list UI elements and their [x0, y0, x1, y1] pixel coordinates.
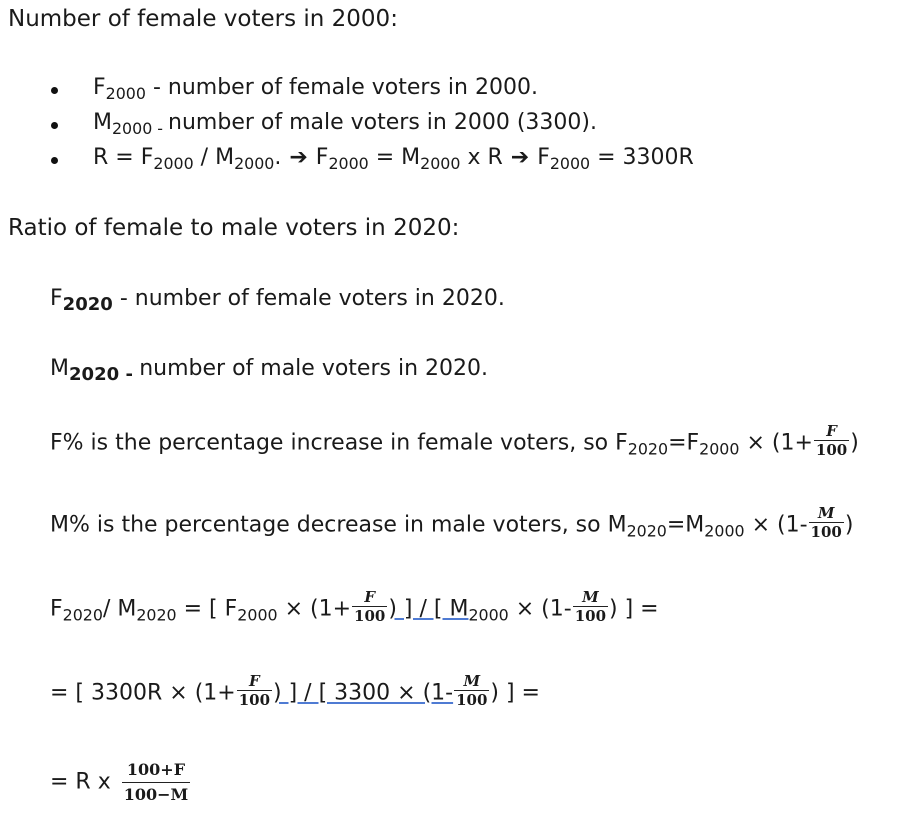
formula-text: × (1+ — [739, 430, 813, 456]
list-item — [93, 108, 597, 138]
fraction-denominator: 100 — [815, 441, 848, 459]
fraction-numerator: M — [817, 504, 835, 522]
var-f: F — [93, 75, 106, 100]
equation-part: F — [537, 145, 550, 170]
fraction — [122, 758, 191, 807]
equation-part: × (1+ — [277, 596, 352, 622]
ratio-equation-3 — [50, 758, 191, 807]
formula-text: =F — [668, 430, 700, 456]
equation-part: F — [315, 145, 329, 170]
subscript: 2000 — [549, 154, 591, 174]
female-increase-formula — [50, 422, 859, 459]
subscript: 2020 — [62, 605, 103, 625]
var-m: M — [50, 356, 69, 381]
var-f: F — [50, 286, 63, 311]
fraction-numerator: 100+F — [126, 760, 186, 779]
subscript: 2000 — [468, 605, 509, 625]
formula-text: × (1- — [744, 512, 808, 538]
list-item — [93, 73, 538, 103]
bullet-dot — [51, 122, 58, 129]
subscript: 2020 — [627, 439, 669, 459]
ratio-equation-2 — [50, 672, 540, 709]
dash: - — [145, 75, 168, 100]
equation-part: = [ F — [176, 596, 238, 622]
fraction-numerator: M — [582, 588, 599, 606]
formula-text: ) — [844, 512, 854, 538]
arrow-right-icon: ➔ — [289, 145, 308, 170]
equation-part: F — [50, 596, 63, 622]
period: . — [274, 145, 282, 170]
heading-text: Number of female voters in 2000: — [8, 6, 398, 32]
equation-part: / M — [102, 596, 137, 622]
definition-text: number of male voters in 2020. — [139, 356, 488, 381]
fraction-denominator: 100−M — [122, 782, 191, 807]
fraction-denominator: 100 — [574, 607, 607, 625]
subscript: 2020 — [136, 605, 177, 625]
subscript: 2020 — [62, 294, 113, 316]
definition-m2020 — [50, 354, 488, 384]
male-decrease-formula — [50, 504, 854, 541]
heading-female-voters-2000 — [8, 4, 398, 34]
formula-text: M% is the percentage decrease in male voters, so M — [50, 512, 627, 538]
fraction-denominator: 100 — [810, 523, 842, 541]
list-item — [93, 143, 694, 173]
ratio-definition: R = F — [93, 145, 154, 170]
fraction — [809, 504, 844, 541]
equation-part: = M — [368, 145, 421, 170]
subscript: 2000 — [328, 154, 369, 174]
formula-text: F% is the percentage increase in female voters, so F — [50, 430, 628, 456]
fraction — [352, 588, 387, 625]
fraction — [573, 588, 608, 625]
equation-part: ) ] / [ 3300 × (1- — [273, 680, 454, 706]
subscript: 2000 - — [111, 119, 169, 139]
equation-part: = [ 3300R × (1+ — [50, 680, 236, 706]
equation-part: × (1- — [508, 596, 572, 622]
definition-f2020 — [50, 284, 505, 314]
subscript: 2020 - — [68, 364, 140, 386]
formula-text: =M — [666, 512, 705, 538]
ratio-equation-1 — [50, 588, 659, 625]
subscript: 2000 — [105, 84, 146, 104]
definition-text: number of male voters in 2000 (3300). — [168, 110, 597, 135]
fraction — [454, 672, 489, 709]
heading-ratio-2020 — [8, 213, 459, 243]
fraction-denominator: 100 — [238, 691, 271, 709]
fraction — [237, 672, 272, 709]
bullet-dot — [51, 157, 58, 164]
subscript: 2000 — [699, 439, 740, 459]
fraction — [814, 422, 849, 459]
equation-part: ) ] = — [490, 680, 540, 706]
equation-part: x R — [460, 145, 503, 170]
heading-text: Ratio of female to male voters in 2020: — [8, 215, 460, 241]
fraction-denominator: 100 — [354, 607, 386, 625]
subscript: 2000 — [153, 154, 194, 174]
fraction-numerator: M — [463, 672, 481, 690]
subscript: 2000 — [234, 154, 275, 174]
subscript: 2000 — [237, 605, 278, 625]
arrow-right-icon: ➔ — [510, 145, 530, 170]
equation-part: = 3300R — [590, 145, 694, 170]
definition-text: - number of female voters in 2020. — [112, 286, 505, 311]
subscript: 2020 — [626, 521, 667, 541]
fraction-numerator: F — [826, 422, 837, 440]
fraction-numerator: F — [364, 588, 376, 606]
fraction-numerator: F — [249, 672, 260, 690]
equation-part: = R x — [50, 769, 111, 795]
equation-part: ) ] / [ M — [388, 596, 469, 622]
formula-text: ) — [850, 430, 859, 456]
equation-part: ) ] = — [609, 596, 659, 622]
var-m: M — [93, 110, 112, 135]
subscript: 2000 — [704, 521, 745, 541]
subscript: 2000 — [420, 154, 461, 174]
bullet-dot — [51, 87, 58, 94]
fraction-denominator: 100 — [456, 691, 488, 709]
ratio-definition-mid: / M — [193, 145, 235, 170]
definition-text: number of female voters in 2000. — [167, 75, 538, 100]
